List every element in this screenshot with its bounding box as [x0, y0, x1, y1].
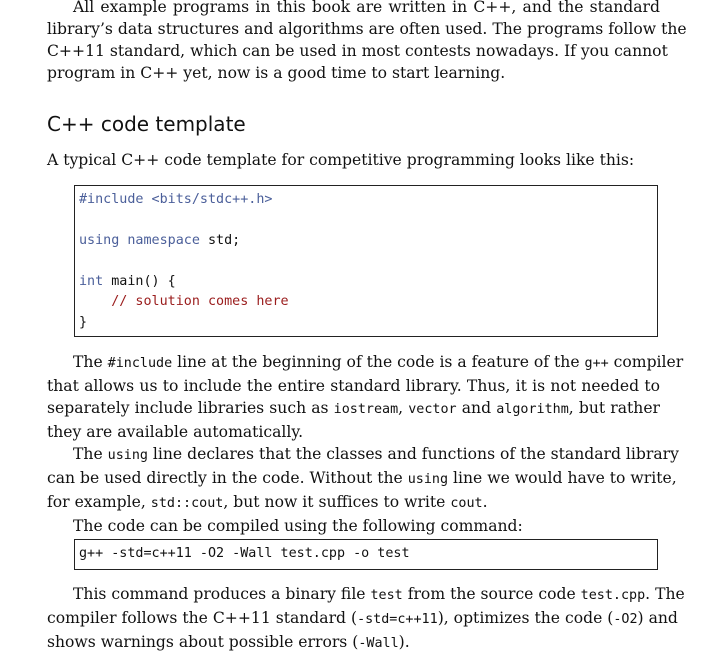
- closing-line: compiler follows the C++11 standard (-std=c++11), optimizes the code (-O2) and: [47, 609, 678, 627]
- explanation-line: The #include line at the beginning of the code is a feature of the g++ compiler: [73, 353, 684, 371]
- closing-line: shows warnings about possible errors (-Wall).: [47, 633, 410, 651]
- explanation-line: for example, std::cout, but now it suffices to write cout.: [47, 493, 488, 511]
- code-line-main: [79, 274, 176, 289]
- explanation-line: The using line declares that the classes and functions of the standard library: [73, 445, 679, 463]
- explanation-line: can be used directly in the code. Without the using line we would have to write,: [47, 469, 677, 487]
- explanation-paragraph: [47, 351, 684, 537]
- code-keyword-int: int: [79, 274, 104, 289]
- intro-paragraph: [47, 0, 687, 84]
- closing-line: This command produces a binary file test from the source code test.cpp. The: [73, 585, 685, 603]
- explanation-line: The code can be compiled using the following command:: [73, 517, 523, 535]
- code-text: main() {: [103, 274, 176, 289]
- code-line-using: [79, 233, 240, 248]
- section-heading: C++ code template: [47, 112, 246, 136]
- intro-line: All example programs in this book are written in C++, and the standard: [73, 0, 660, 16]
- code-line-comment: // solution comes here: [79, 294, 289, 309]
- code-keyword-using: using namespace: [79, 233, 200, 248]
- intro-line: library’s data structures and algorithms are often used. The programs follow the: [47, 20, 687, 38]
- code-line-close: }: [79, 315, 88, 330]
- compile-command: g++ -std=c++11 -O2 -Wall test.cpp -o test: [79, 546, 410, 561]
- intro-line: C++11 standard, which can be used in most contests nowadays. If you cannot: [47, 42, 668, 60]
- template-intro: A typical C++ code template for competitive programming looks like this:: [47, 151, 635, 169]
- explanation-line: that allows us to include the entire standard library. Thus, it is not needed to: [47, 377, 660, 395]
- compile-command-box: [74, 539, 658, 570]
- explanation-line: separately include libraries such as iostream, vector and algorithm, but rather: [47, 399, 660, 417]
- code-text: std;: [199, 233, 241, 248]
- code-line-include: #include <bits/stdc++.h>: [79, 192, 273, 207]
- closing-paragraph: [47, 583, 685, 655]
- code-template-box: [74, 185, 658, 337]
- explanation-line: they are available automatically.: [47, 423, 304, 441]
- intro-line: program in C++ yet, now is a good time to start learning.: [47, 64, 506, 82]
